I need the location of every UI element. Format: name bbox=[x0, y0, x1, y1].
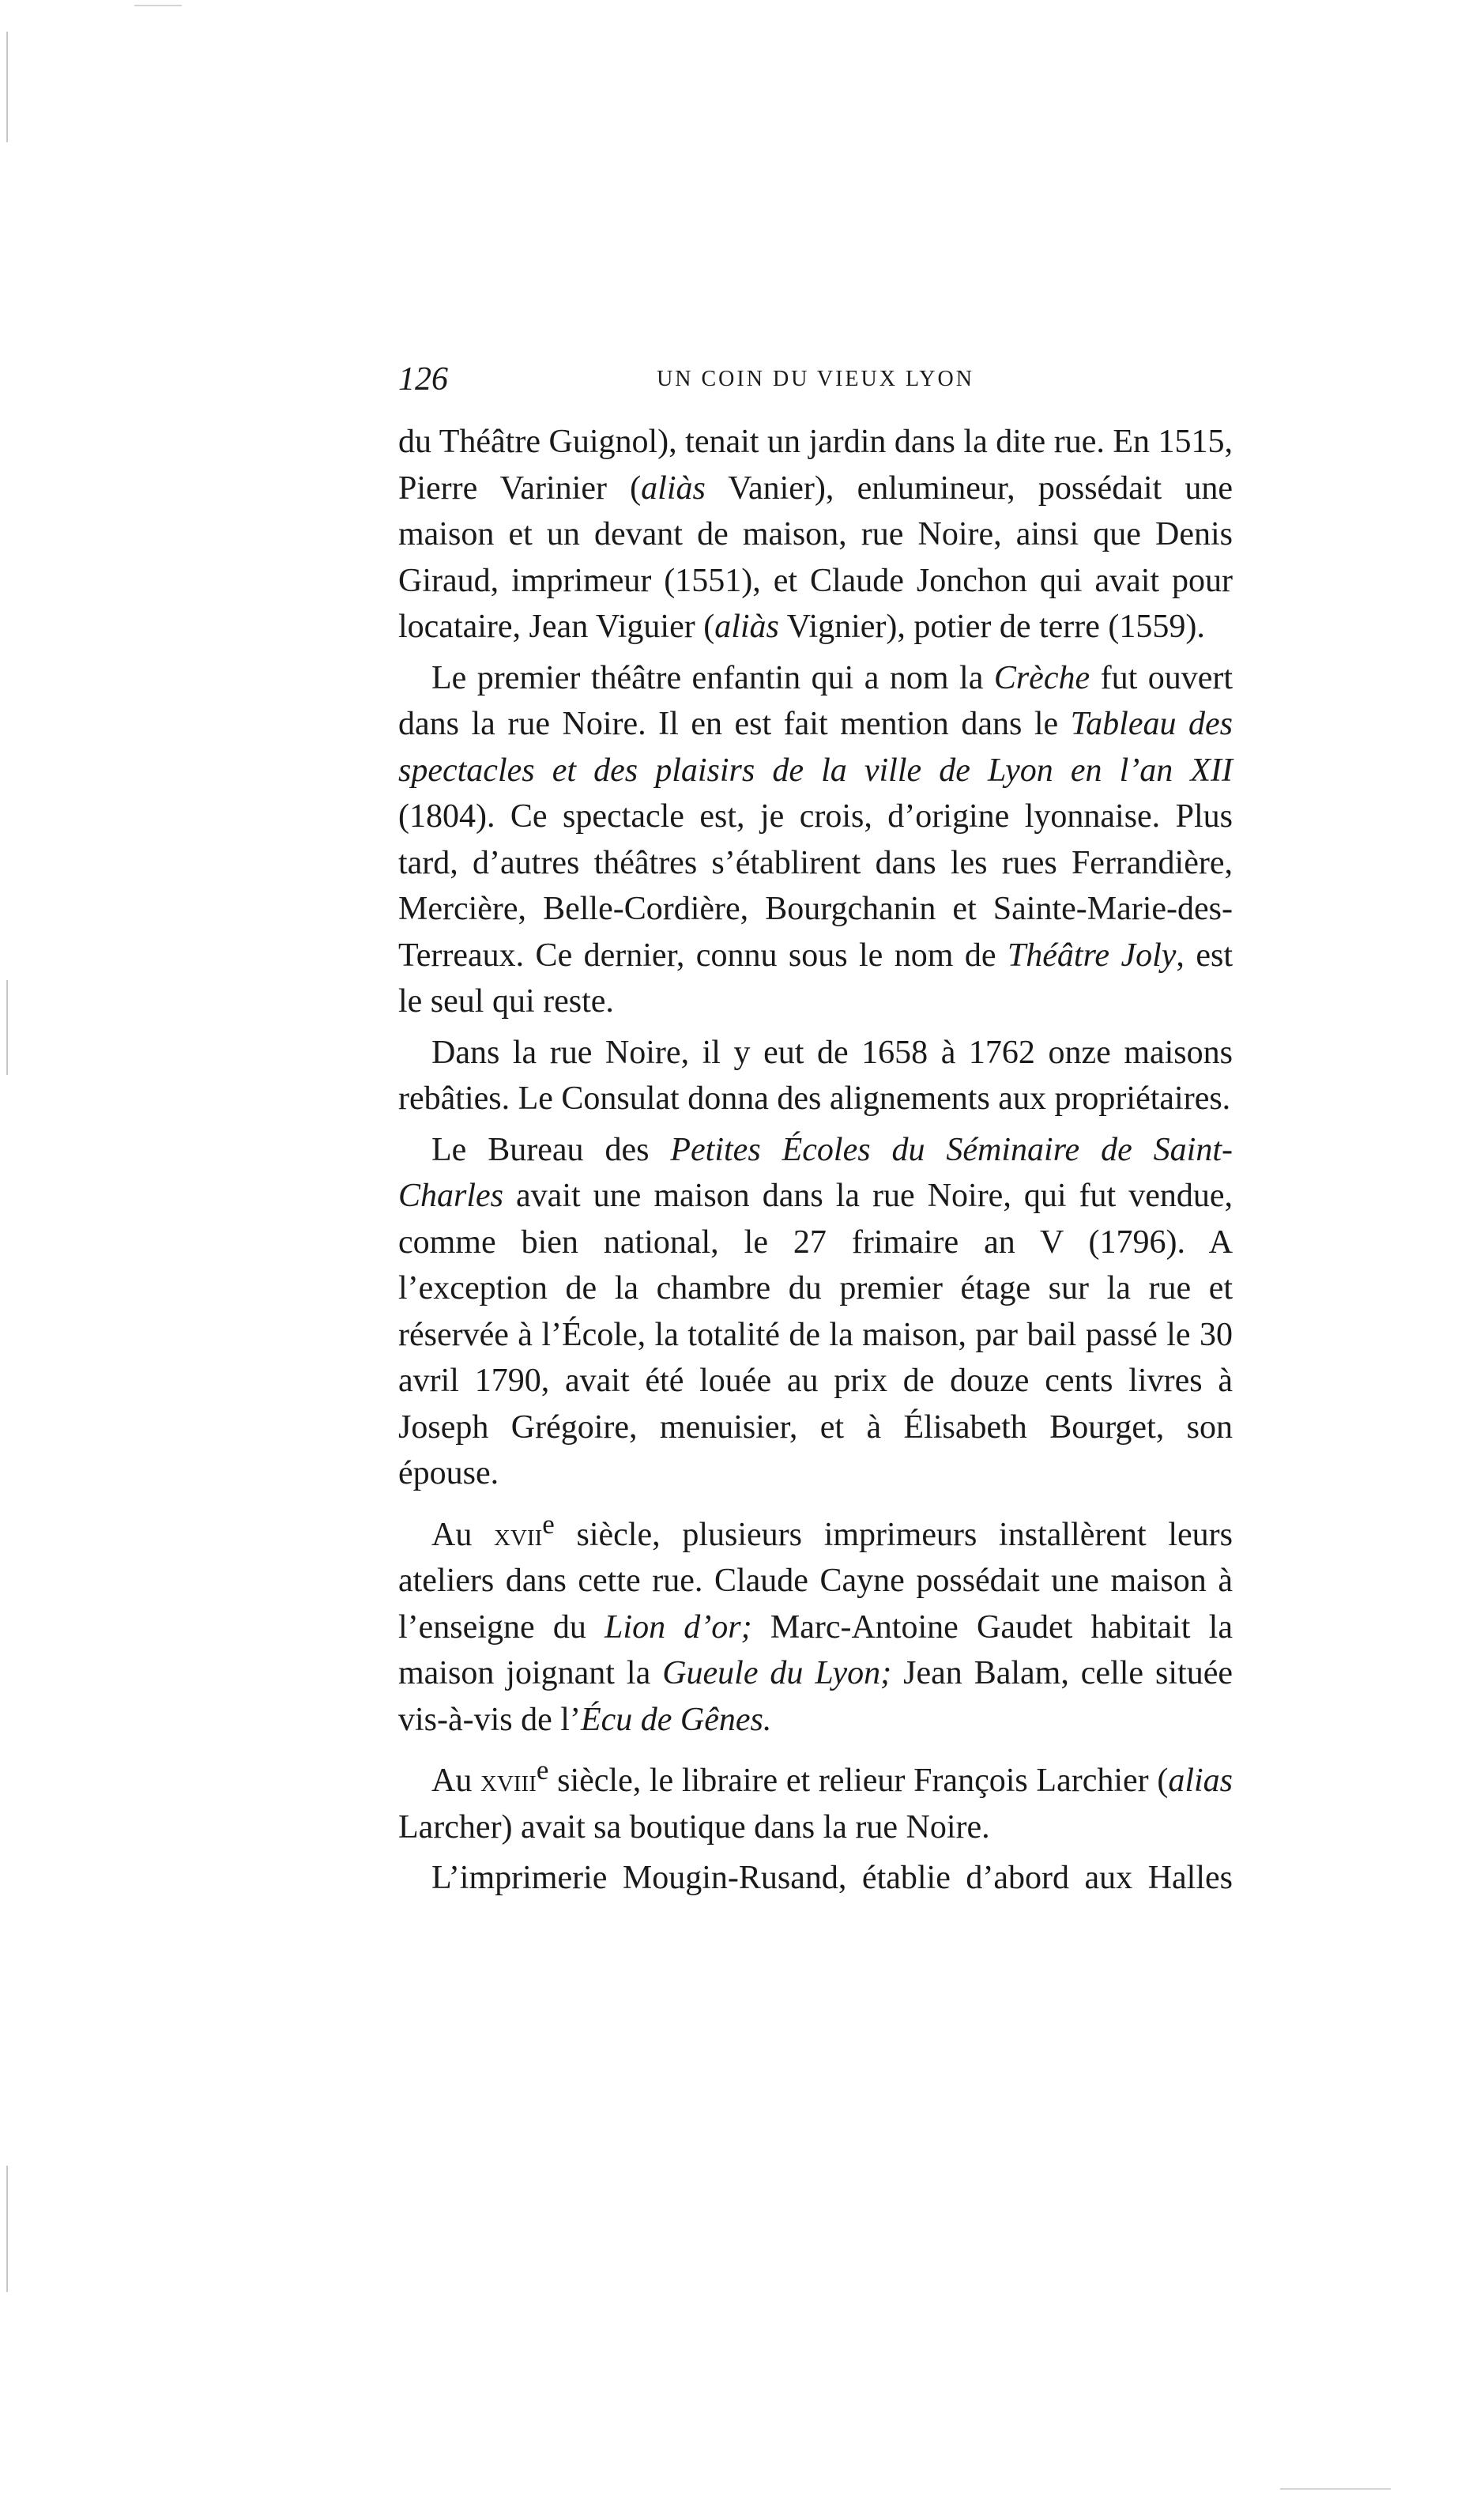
scan-bottom-rule bbox=[1280, 2488, 1391, 2490]
body-text bbox=[398, 419, 1233, 1906]
scan-edge-mark bbox=[6, 2166, 8, 2292]
running-title: UN COIN DU VIEUX LYON bbox=[657, 367, 974, 391]
paragraph: du Théâtre Guignol), tenait un jardin dans la dite rue. En 1515, Pierre Varinier (aliàs Vanier), enlumineur, possédait une maison et un devant de maison, rue Noire, ainsi que Denis Giraud, imprimeur (1551), et Claude Jonchon qui avait pour locataire, Jean Viguier (aliàs Vignier), potier de terre (1559). bbox=[398, 424, 1234, 645]
paragraph: Le Bureau des Petites Écoles du Séminaire de Saint-Charles avait une maison dans la rue Noire, qui fut vendue, comme bien national, le 27 frimaire an V (1796). A l’exception de la chambre du premier étage sur la rue et réservée à l’École, la totalité de la maison, par bail passé le 30 avril 1790, avait été louée au prix de douze cents livres à Joseph Grégoire, menuisier, et à Élisabeth Bourget, son épouse. bbox=[398, 1131, 1233, 1491]
paragraph: Le premier théâtre enfantin qui a nom la Crèche fut ouvert dans la rue Noire. Il en est fait mention dans le Tableau des spectacles et des plaisirs de la ville de Lyon en l’an XII (1804). Ce spectacle est, je crois, d’origine lyonnaise. Plus tard, d’autres théâtres s’établirent dans les rues Ferrandière, Mercière, Belle-Cordière, Bourgchanin et Sainte-Marie-des-Terreaux. Ce dernier, connu sous le nom de Théâtre Joly, est le seul qui reste. bbox=[398, 659, 1234, 1020]
paragraph: Dans la rue Noire, il y eut de 1658 à 1762 onze maisons rebâties. Le Consulat donna des alignements aux propriétaires. bbox=[398, 1034, 1233, 1117]
paragraph: Au xviii$^e$ siècle, le libraire et relieur François Larchier (alias Larcher) avait sa boutique dans la rue Noire. bbox=[398, 1755, 1233, 1846]
paragraph: Au xvii$^e$ siècle, plusieurs imprimeurs installèrent leurs ateliers dans cette rue. Claude Cayne possédait une maison à l’enseigne du Lion d’or; Marc-Antoine Gaudet habitait la maison joignant la Gueule du Lyon; Jean Balam, celle située vis-à-vis de l’Écu de Gênes. bbox=[398, 1508, 1233, 1738]
scan-top-rule bbox=[134, 5, 182, 6]
scan-edge-mark bbox=[6, 32, 8, 142]
page-number: 126 bbox=[398, 361, 448, 398]
paragraph: L’imprimerie Mougin-Rusand, établie d’abord aux Halles bbox=[431, 1860, 1233, 1896]
running-header bbox=[398, 360, 1233, 408]
scan-edge-mark bbox=[6, 980, 8, 1075]
